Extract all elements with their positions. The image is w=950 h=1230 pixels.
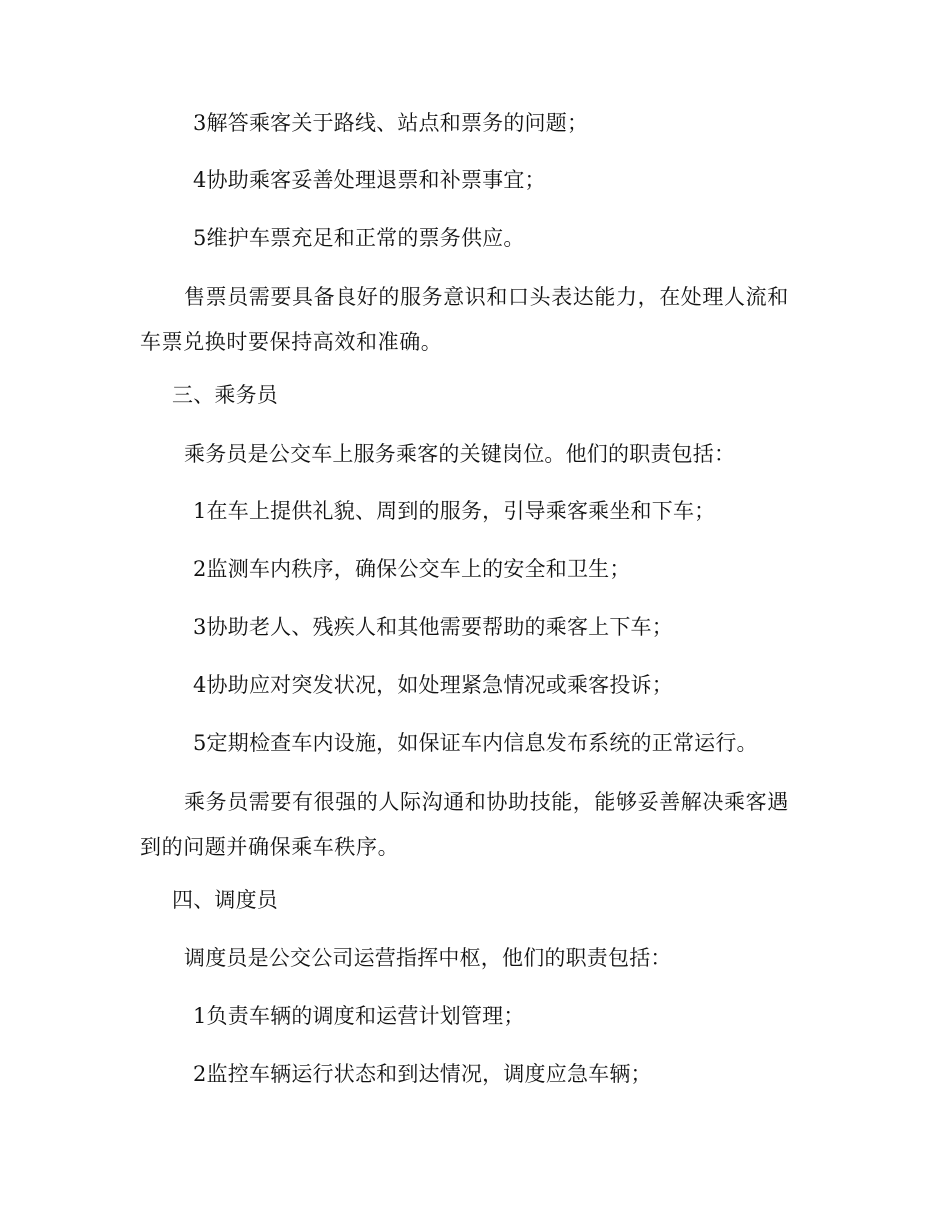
list-item: 1负责车辆的调度和运营计划管理； — [193, 1004, 525, 1028]
list-item: 4协助乘客妥善处理退票和补票事宜； — [193, 168, 546, 192]
section-heading: 四、调度员 — [172, 888, 278, 912]
paragraph-ticket-summary: 售票员需要具备良好的服务意识和口头表达能力，在处理人流和车票兑换时要保持高效和准确。 — [140, 285, 789, 354]
list-item: 1在车上提供礼貌、周到的服务，引导乘客乘坐和下车； — [193, 499, 716, 523]
paragraph-intro: 乘务员是公交车上服务乘客的关键岗位。他们的职责包括： — [184, 442, 736, 466]
list-item: 2监控车辆运行状态和到达情况，调度应急车辆； — [193, 1062, 652, 1086]
paragraph-section3-summary: 乘务员需要有很强的人际沟通和协助技能，能够妥善解决乘客遇到的问题并确保乘车秩序。 — [140, 790, 789, 859]
list-item: 3解答乘客关于路线、站点和票务的问题； — [193, 111, 589, 135]
section-heading: 三、乘务员 — [172, 383, 278, 407]
list-item: 2监测车内秩序，确保公交车上的安全和卫生； — [193, 557, 631, 581]
list-item: 5维护车票充足和正常的票务供应。 — [193, 226, 525, 250]
list-item: 4协助应对突发状况，如处理紧急情况或乘客投诉； — [193, 673, 673, 697]
paragraph-intro: 调度员是公交公司运营指挥中枢，他们的职责包括： — [184, 946, 672, 970]
list-item: 3协助老人、残疾人和其他需要帮助的乘客上下车； — [193, 615, 673, 639]
list-item: 5定期检查车内设施，如保证车内信息发布系统的正常运行。 — [193, 731, 758, 755]
